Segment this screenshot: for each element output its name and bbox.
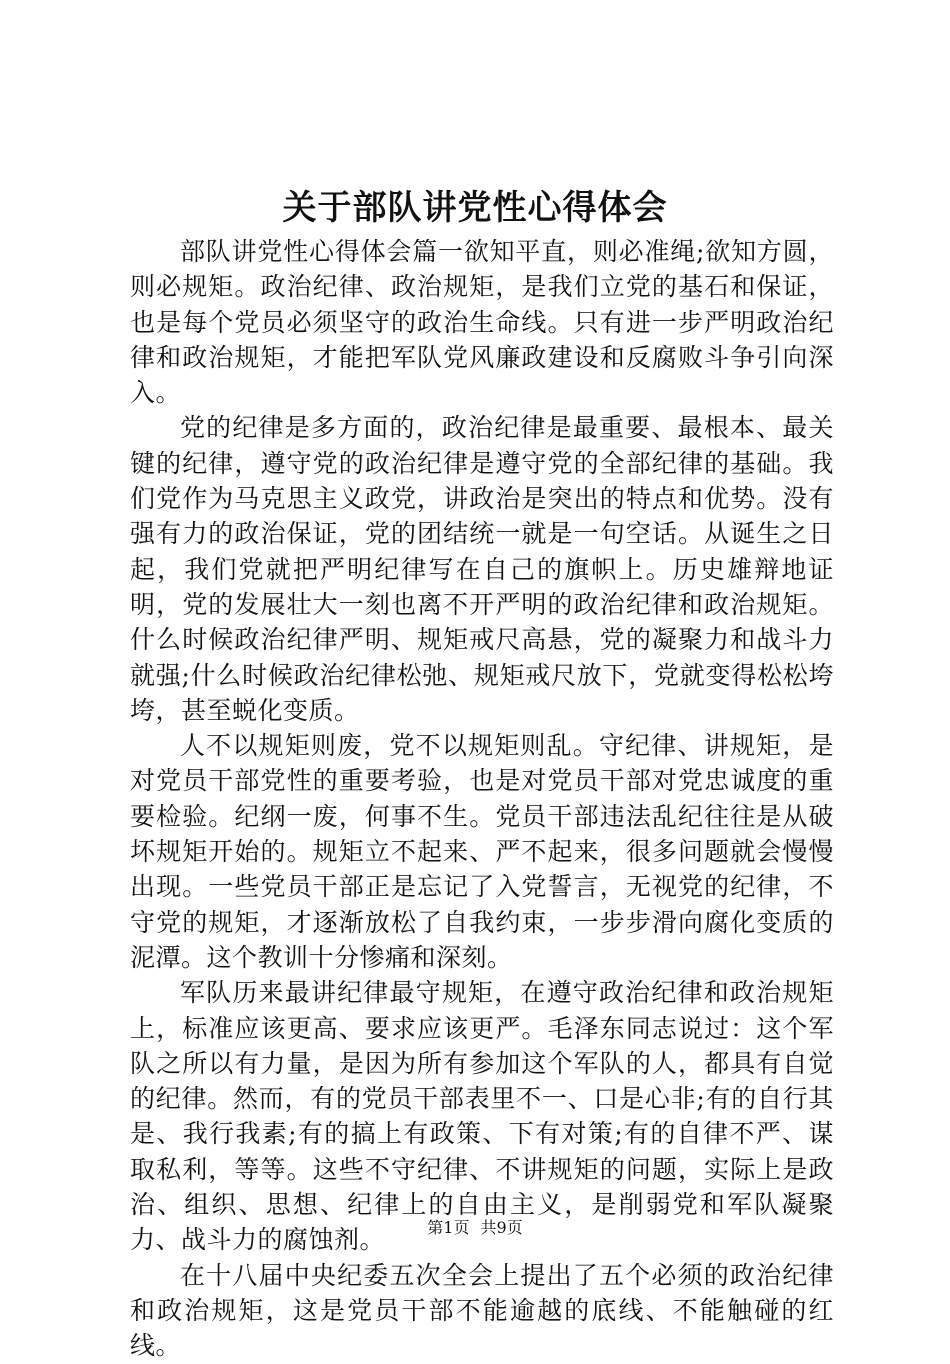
page-footer <box>0 1217 950 1239</box>
paragraph-2: 党的纪律是多方面的，政治纪律是最重要、最根本、最关键的纪律，遵守党的政治纪律是遵守党的全部纪律的基础。我们党作为马克思主义政党，讲政治是突出的特点和优势。没有强有力的政治保证，党的团结统一就是一句空话。从诞生之日起，我们党就把严明纪律写在自己的旗帜上。历史雄辩地证明，党的发展壮大一刻也离不开严明的政治纪律和政治规矩。什么时候政治纪律严明、规矩戒尺高悬，党的凝聚力和战斗力就强;什么时候政治纪律松弛、规矩戒尺放下，党就变得松松垮垮，甚至蜕化变质。 <box>130 413 834 725</box>
paragraph-5: 在十八届中央纪委五次全会上提出了五个必须的政治纪律和政治规矩，这是党员干部不能逾越的底线、不能触碰的红线。 <box>130 1260 834 1361</box>
paragraph-3: 人不以规矩则废，党不以规矩则乱。守纪律、讲规矩，是对党员干部党性的重要考验，也是对党员干部对党忠诚度的重要检验。纪纲一废，何事不生。党员干部违法乱纪往往是从破坏规矩开始的。规矩立不起来、严不起来，很多问题就会慢慢出现。一些党员干部正是忘记了入党誓言，无视党的纪律，不守党的规矩，才逐渐放松了自我约束，一步步滑向腐化变质的泥潭。这个教训十分惨痛和深刻。 <box>130 731 834 972</box>
document-body <box>130 234 834 1364</box>
document-title: 关于部队讲党性心得体会 <box>282 188 668 228</box>
page-total: 共9页 <box>480 1218 523 1237</box>
paragraph-1: 部队讲党性心得体会篇一欲知平直，则必准绳;欲知方圆，则必规矩。政治纪律、政治规矩，是我们立党的基石和保证，也是每个党员必须坚守的政治生命线。只有进一步严明政治纪律和政治规矩，才能把军队党风廉政建设和反腐败斗争引向深入。 <box>130 237 834 408</box>
paragraph-4: 军队历来最讲纪律最守规矩，在遵守政治纪律和政治规矩上，标准应该更高、要求应该更严。毛泽东同志说过：这个军队之所以有力量，是因为所有参加这个军队的人，都具有自觉的纪律。然而，有的党员干部表里不一、口是心非;有的自行其是、我行我素;有的搞上有政策、下有对策;有的自律不严、谋取私利，等等。这些不守纪律、不讲规矩的问题，实际上是政治、组织、思想、纪律上的自由主义，是削弱党和军队凝聚力、战斗力的腐蚀剂。 <box>130 978 834 1255</box>
page-number: 第1页 <box>427 1218 470 1237</box>
